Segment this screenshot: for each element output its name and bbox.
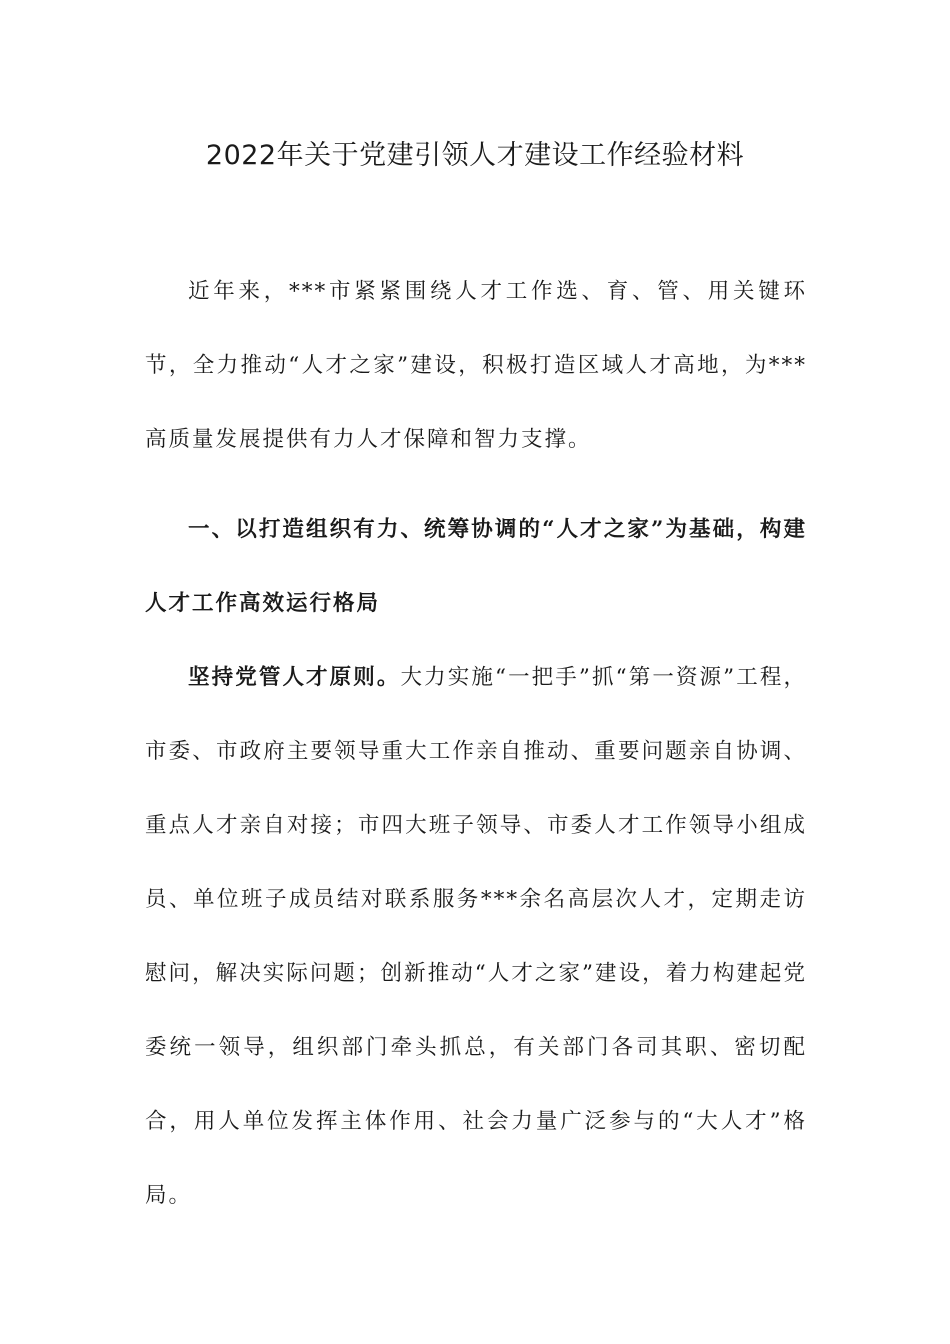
section-1-body: 大力实施“一把手”抓“第一资源”工程，市委、市政府主要领导重大工作亲自推动、重要问题亲自协调、重点人才亲自对接；市四大班子领导、市委人才工作领导小组成员、单位班子成员结对联系服务***余名高层次人才，定期走访慰问，解决实际问题；创新推动“人才之家”建设，着力构建起党委统一领导，组织部门牵头抓总，有关部门各司其职、密切配合，用人单位发挥主体作用、社会力量广泛参与的“大人才”格局。 — [145, 665, 807, 1208]
section-1-lead: 坚持党管人才原则。 — [188, 665, 401, 690]
document-body — [145, 255, 807, 1233]
intro-paragraph: 近年来，***市紧紧围绕人才工作选、育、管、用关键环节，全力推动“人才之家”建设，积极打造区域人才高地，为***高质量发展提供有力人才保障和智力支撑。 — [145, 279, 807, 452]
document-title: 2022年关于党建引领人才建设工作经验材料 — [205, 140, 745, 171]
section-heading-1: 一、以打造组织有力、统筹协调的“人才之家”为基础，构建人才工作高效运行格局 — [145, 517, 807, 616]
section-1-paragraph — [145, 641, 807, 1233]
